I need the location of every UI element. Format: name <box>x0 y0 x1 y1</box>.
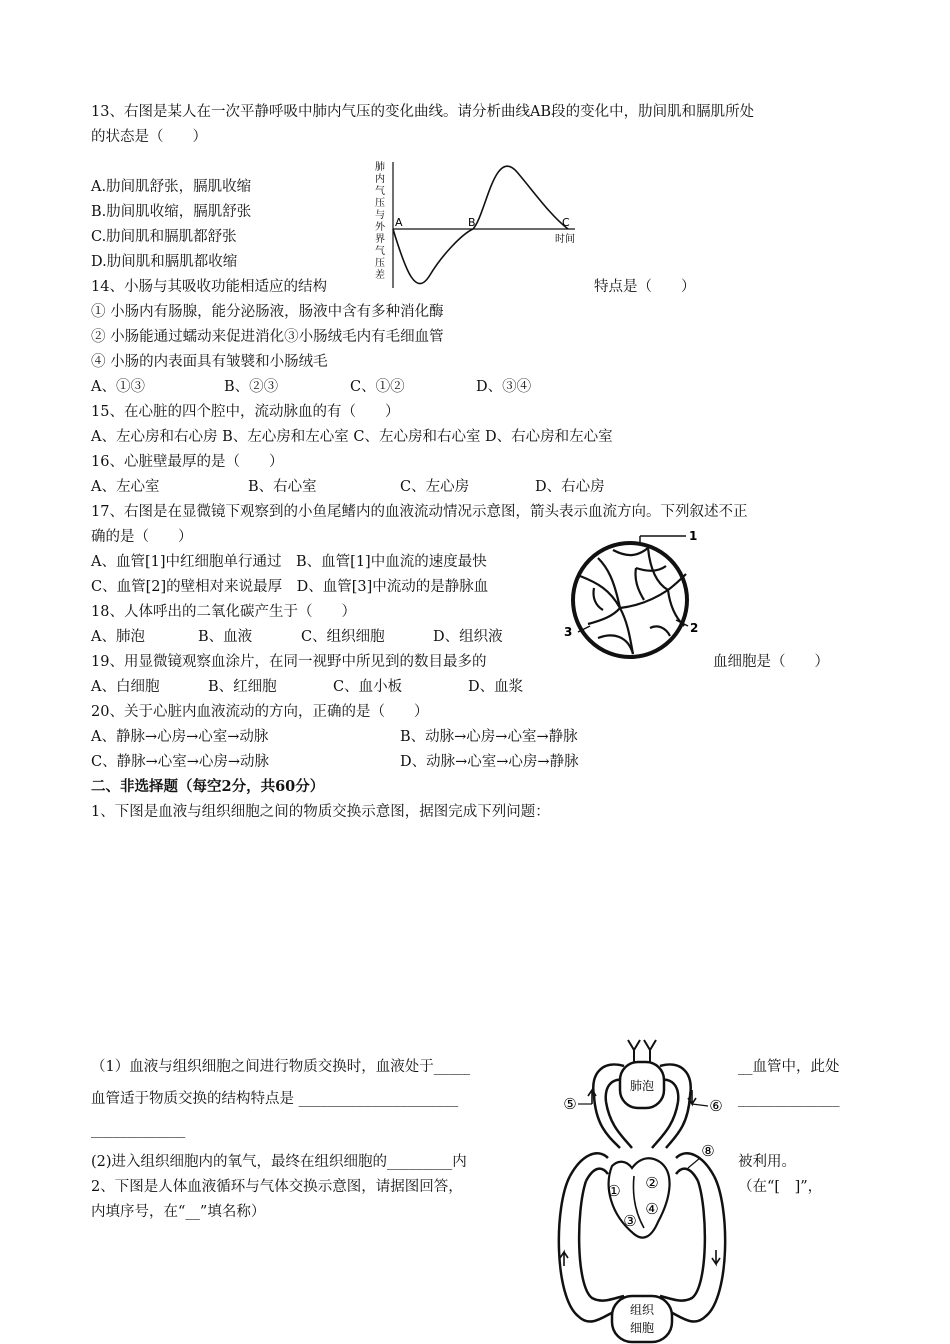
q1-part1-line3: _____________ <box>91 1122 186 1138</box>
q19-option-d: D、血浆 <box>468 679 524 695</box>
q18-option-a: A、肺泡 <box>91 629 145 645</box>
tissue-cell-label-1: 组织 <box>629 1303 655 1317</box>
q14-option-b: B、②③ <box>224 379 279 395</box>
label-1: ① <box>607 1182 621 1200</box>
svg-text:气: 气 <box>375 246 385 257</box>
q16-option-a: A、左心室 <box>91 479 160 495</box>
section2-q1-stem: 1、下图是血液与组织细胞之间的物质交换示意图，据图完成下列问题： <box>91 804 550 820</box>
point-b-label: B <box>468 216 476 229</box>
label-5: ⑤ <box>563 1095 577 1113</box>
q18-option-b: B、血液 <box>198 629 253 645</box>
q14-item-2: ② 小肠能通过蠕动来促进消化③小肠绒毛内有毛细血管 <box>91 329 444 345</box>
q1-part2-right: 被利用。 <box>738 1154 796 1170</box>
q14-option-c: C、①② <box>350 379 405 395</box>
q17-stem-line1: 17、右图是在显微镜下观察到的小鱼尾鳍内的血液流动情况示意图，箭头表示血流方向。下列叙述不正 <box>91 504 748 520</box>
q13-option-d: D.肋间肌和膈肌都收缩 <box>91 254 238 270</box>
q2-stem-right: （在“[ ]”， <box>738 1179 823 1195</box>
label-3: ③ <box>623 1212 637 1230</box>
section2-title: 二、非选择题（每空2分，共60分） <box>91 778 325 795</box>
q13-option-c: C.肋间肌和膈肌都舒张 <box>91 229 237 245</box>
q20-option-a: A、静脉→心房→心室→动脉 <box>91 729 269 745</box>
blood-circulation-diagram <box>548 1036 738 1344</box>
q1-part2-left: (2)进入组织细胞内的氧气，最终在组织细胞的_________内 <box>91 1154 467 1170</box>
vessel-label-2: 2 <box>690 621 699 635</box>
q20-option-b: B、动脉→心房→心室→静脉 <box>400 729 578 745</box>
q16-stem: 16、心脏壁最厚的是（ ） <box>91 454 284 470</box>
graph-y-axis-label <box>375 160 386 281</box>
svg-text:肺: 肺 <box>375 162 385 173</box>
q1-part1-line2-right: ______________ <box>738 1091 840 1107</box>
label-2: ② <box>645 1174 659 1192</box>
q18-option-c: C、组织细胞 <box>301 629 385 645</box>
q14-option-a: A、①③ <box>91 379 145 395</box>
label-6: ⑥ <box>709 1097 723 1115</box>
q1-part1-line2-left: 血管适于物质交换的结构特点是 ______________________ <box>91 1091 459 1107</box>
q13-option-b: B.肋间肌收缩，膈肌舒张 <box>91 204 252 220</box>
q14-option-d: D、③④ <box>476 379 532 395</box>
q17-options-cd: C、血管[2]的壁相对来说最厚 D、血管[3]中流动的是静脉血 <box>91 579 489 595</box>
svg-text:内: 内 <box>375 174 385 185</box>
q14-stem-left: 14、小肠与其吸收功能相适应的结构 <box>91 279 327 295</box>
vessel-label-1: 1 <box>689 529 698 543</box>
svg-text:差: 差 <box>375 270 385 281</box>
lung-alveolus-label: 肺泡 <box>629 1079 655 1093</box>
q19-option-a: A、白细胞 <box>91 679 160 695</box>
q13-option-a: A.肋间肌舒张，膈肌收缩 <box>91 179 252 195</box>
q17-options-ab: A、血管[1]中红细胞单行通过 B、血管[1]中血流的速度最快 <box>91 554 487 570</box>
q19-stem-left: 19、用显微镜观察血涂片，在同一视野中所见到的数目最多的 <box>91 654 487 670</box>
q15-options: A、左心房和右心房 B、左心房和左心室 C、左心房和右心室 D、右心房和左心室 <box>91 429 613 445</box>
lung-pressure-graph <box>372 160 587 295</box>
q14-item-3: ④ 小肠的内表面具有皱襞和小肠绒毛 <box>91 354 328 370</box>
q20-option-c: C、静脉→心室→心房→动脉 <box>91 754 270 770</box>
label-8: ⑧ <box>701 1142 715 1160</box>
q20-option-d: D、动脉→心室→心房→静脉 <box>400 754 579 770</box>
q2-stem-left: 2、下图是人体血液循环与气体交换示意图，请据图回答， <box>91 1179 463 1195</box>
svg-text:界: 界 <box>375 234 385 245</box>
label-4: ④ <box>645 1200 659 1218</box>
svg-text:外: 外 <box>375 222 385 233</box>
q13-stem-line2: 的状态是（ ） <box>91 129 207 145</box>
q19-stem-right: 血细胞是（ ） <box>713 654 829 670</box>
svg-text:压: 压 <box>375 198 385 209</box>
q18-stem: 18、人体呼出的二氧化碳产生于（ ） <box>91 604 356 620</box>
svg-text:压: 压 <box>375 258 385 269</box>
q19-option-b: B、红细胞 <box>208 679 277 695</box>
fish-tail-blood-flow-diagram <box>558 528 708 663</box>
q19-option-c: C、血小板 <box>333 679 403 695</box>
point-c-label: C <box>562 216 570 229</box>
q1-part1-left: （1）血液与组织细胞之间进行物质交换时，血液处于_____ <box>91 1059 470 1075</box>
q14-item-1: ① 小肠内有肠腺，能分泌肠液，肠液中含有多种消化酶 <box>91 304 444 320</box>
q17-stem-line2: 确的是（ ） <box>91 529 193 545</box>
q16-option-c: C、左心房 <box>400 479 470 495</box>
svg-text:气: 气 <box>375 186 385 197</box>
svg-text:与: 与 <box>375 210 385 221</box>
tissue-cell-label-2: 细胞 <box>629 1321 655 1335</box>
q16-option-b: B、右心室 <box>248 479 317 495</box>
pressure-curve <box>393 166 568 283</box>
q1-part1-right: __血管中，此处 <box>738 1059 840 1075</box>
q18-option-d: D、组织液 <box>433 629 503 645</box>
q14-stem-right: 特点是（ ） <box>594 279 696 295</box>
point-a-label: A <box>395 216 403 229</box>
graph-x-axis-label: 时间 <box>555 234 575 245</box>
q16-option-d: D、右心房 <box>535 479 605 495</box>
q13-stem-line1: 13、右图是某人在一次平静呼吸中肺内气压的变化曲线。请分析曲线AB段的变化中，肋间肌和膈肌所处 <box>91 104 755 120</box>
vessel-label-3: 3 <box>564 625 573 639</box>
q2-stem-line2: 内填序号，在“__”填名称） <box>91 1204 266 1220</box>
q20-stem: 20、关于心脏内血液流动的方向，正确的是（ ） <box>91 704 429 720</box>
q15-stem: 15、在心脏的四个腔中，流动脉血的有（ ） <box>91 404 400 420</box>
